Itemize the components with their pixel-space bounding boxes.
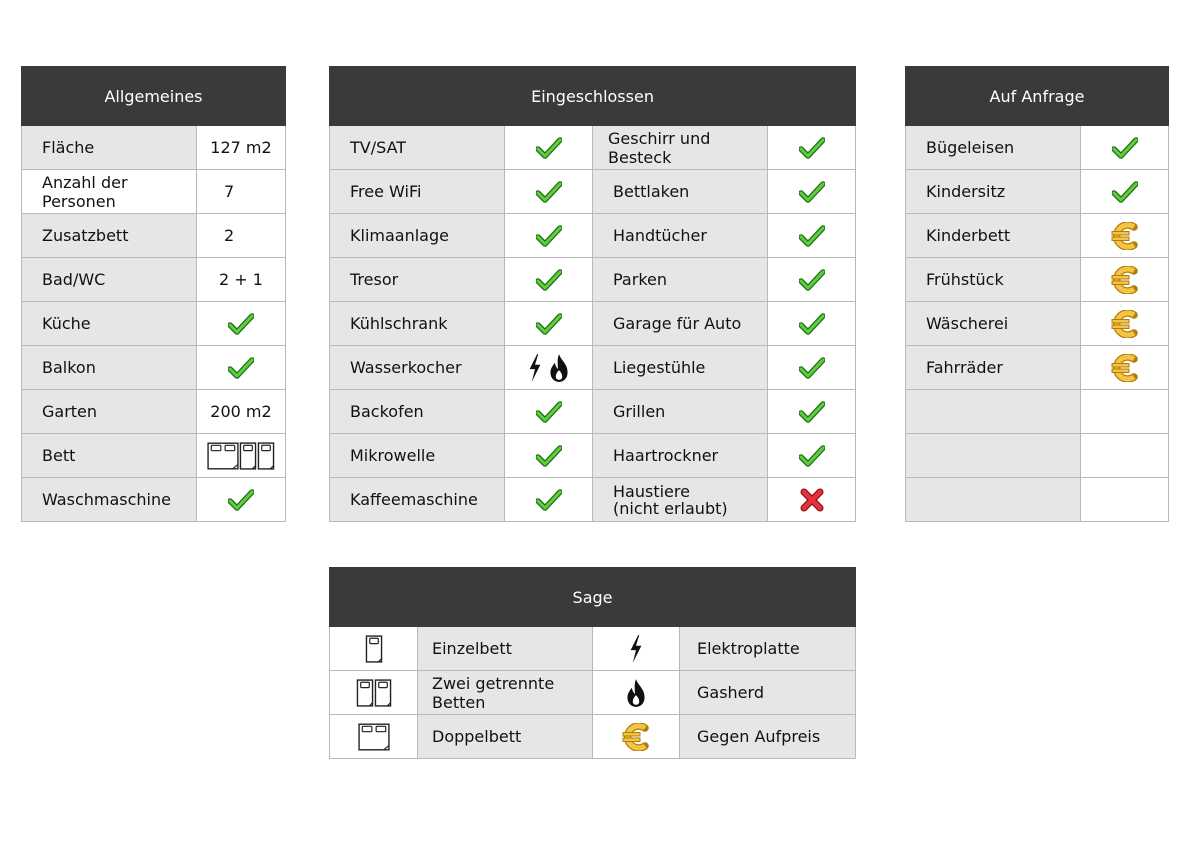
table-row [906, 258, 1169, 302]
row-value [197, 302, 286, 346]
row-value [768, 346, 856, 390]
table-row [330, 627, 856, 671]
check-icon [536, 445, 562, 467]
row-label: Elektroplatte [680, 627, 856, 671]
cross-icon [800, 488, 824, 512]
eingeschlossen-table [329, 66, 856, 522]
check-icon [228, 489, 254, 511]
row-label: Bad/WC [22, 258, 197, 302]
table-row [906, 170, 1169, 214]
row-label: Einzelbett [418, 627, 593, 671]
row-label-line1: Haustiere [613, 481, 690, 501]
row-label: Bügeleisen [906, 126, 1081, 170]
row-label: Gasherd [680, 671, 856, 715]
row-value: 127 m2 [197, 126, 286, 170]
allgemeines-table [21, 66, 286, 522]
row-label: Gegen Aufpreis [680, 715, 856, 759]
table-row [330, 390, 856, 434]
row-label: Kindersitz [906, 170, 1081, 214]
lightning-icon [628, 634, 644, 664]
sage-title: Sage [330, 568, 856, 627]
euro-icon [1111, 222, 1139, 250]
table-row [22, 390, 286, 434]
empty-cell [1081, 434, 1169, 478]
row-value [768, 258, 856, 302]
check-icon [536, 269, 562, 291]
check-icon [536, 313, 562, 335]
check-icon [799, 401, 825, 423]
table-row [906, 302, 1169, 346]
row-value [768, 214, 856, 258]
row-value [505, 390, 593, 434]
check-icon [536, 181, 562, 203]
legend-icon-cell [593, 715, 680, 759]
table-row-empty [906, 478, 1169, 522]
row-label: Grillen [593, 390, 768, 434]
euro-icon [1111, 354, 1139, 382]
euro-icon [622, 723, 650, 751]
row-label: Haartrockner [593, 434, 768, 478]
check-icon [799, 269, 825, 291]
flame-icon [625, 678, 647, 708]
row-label: Kinderbett [906, 214, 1081, 258]
row-value [1081, 258, 1169, 302]
row-value [768, 390, 856, 434]
check-icon [799, 357, 825, 379]
row-label: Fahrräder [906, 346, 1081, 390]
row-label: Kaffeemaschine [330, 478, 505, 522]
auf-anfrage-title: Auf Anfrage [906, 67, 1169, 126]
table-row [22, 170, 286, 214]
row-value [505, 434, 593, 478]
row-value [768, 170, 856, 214]
single-bed-icon [239, 442, 257, 470]
legend-icon-cell [330, 627, 418, 671]
table-row [330, 346, 856, 390]
row-label: Doppelbett [418, 715, 593, 759]
table-row [22, 478, 286, 522]
double-bed-icon [358, 723, 390, 751]
table-row [906, 126, 1169, 170]
empty-cell [1081, 478, 1169, 522]
table-row [330, 671, 856, 715]
row-value [505, 258, 593, 302]
row-label: Wäscherei [906, 302, 1081, 346]
euro-icon [1111, 310, 1139, 338]
table-row [330, 434, 856, 478]
empty-cell [1081, 390, 1169, 434]
single-bed-icon [356, 679, 374, 707]
row-value: 7 [197, 170, 286, 214]
check-icon [799, 225, 825, 247]
single-bed-icon [257, 442, 275, 470]
row-label: Parken [593, 258, 768, 302]
row-value [1081, 346, 1169, 390]
empty-cell [906, 478, 1081, 522]
row-label-line2: (nicht erlaubt) [613, 498, 728, 518]
row-label: Klimaanlage [330, 214, 505, 258]
table-row [22, 346, 286, 390]
row-label: Balkon [22, 346, 197, 390]
row-label: Free WiFi [330, 170, 505, 214]
row-value [505, 214, 593, 258]
euro-icon [1111, 266, 1139, 294]
row-value: 2 [197, 214, 286, 258]
row-value [1081, 170, 1169, 214]
row-value [768, 434, 856, 478]
flame-icon [548, 353, 570, 383]
row-value [1081, 126, 1169, 170]
row-value [505, 126, 593, 170]
eingeschlossen-title: Eingeschlossen [330, 67, 856, 126]
row-label: Liegestühle [593, 346, 768, 390]
table-row [22, 434, 286, 478]
check-icon [799, 137, 825, 159]
check-icon [228, 357, 254, 379]
sage-legend-table [329, 567, 856, 759]
row-value [505, 346, 593, 390]
row-value [505, 170, 593, 214]
row-value: 200 m2 [197, 390, 286, 434]
row-label: Backofen [330, 390, 505, 434]
table-row [330, 478, 856, 522]
row-label: TV/SAT [330, 126, 505, 170]
table-row-empty [906, 434, 1169, 478]
row-value [505, 478, 593, 522]
row-value [768, 126, 856, 170]
row-label: Bett [22, 434, 197, 478]
table-row [22, 302, 286, 346]
check-icon [536, 137, 562, 159]
table-row [906, 346, 1169, 390]
row-label [593, 478, 768, 522]
row-value [1081, 302, 1169, 346]
row-value [768, 302, 856, 346]
row-value [197, 346, 286, 390]
check-icon [536, 225, 562, 247]
row-value [505, 302, 593, 346]
row-label: Mikrowelle [330, 434, 505, 478]
table-row [906, 214, 1169, 258]
row-label: Handtücher [593, 214, 768, 258]
row-label: Küche [22, 302, 197, 346]
allgemeines-title: Allgemeines [22, 67, 286, 126]
row-value [197, 434, 286, 478]
auf-anfrage-table [905, 66, 1169, 522]
check-icon [536, 401, 562, 423]
legend-icon-cell [330, 671, 418, 715]
table-row [22, 214, 286, 258]
lightning-icon [527, 353, 543, 383]
check-icon [799, 313, 825, 335]
row-label: Waschmaschine [22, 478, 197, 522]
check-icon [536, 489, 562, 511]
table-row [330, 214, 856, 258]
row-label: Frühstück [906, 258, 1081, 302]
row-value [1081, 214, 1169, 258]
row-label: Garage für Auto [593, 302, 768, 346]
legend-icon-cell [593, 671, 680, 715]
row-label: Zwei getrennte Betten [418, 671, 593, 715]
row-value [768, 478, 856, 522]
row-label: Garten [22, 390, 197, 434]
row-label: Kühlschrank [330, 302, 505, 346]
row-label: Bettlaken [593, 170, 768, 214]
empty-cell [906, 434, 1081, 478]
legend-icon-cell [593, 627, 680, 671]
check-icon [228, 313, 254, 335]
legend-icon-cell [330, 715, 418, 759]
row-label: Wasserkocher [330, 346, 505, 390]
row-value [197, 478, 286, 522]
check-icon [799, 181, 825, 203]
row-label: Tresor [330, 258, 505, 302]
row-label: Zusatzbett [22, 214, 197, 258]
table-row [22, 258, 286, 302]
table-row [330, 170, 856, 214]
table-row [330, 715, 856, 759]
double-bed-icon [207, 442, 239, 470]
check-icon [1112, 181, 1138, 203]
check-icon [1112, 137, 1138, 159]
table-row-empty [906, 390, 1169, 434]
table-row [330, 302, 856, 346]
empty-cell [906, 390, 1081, 434]
table-row [330, 126, 856, 170]
check-icon [799, 445, 825, 467]
single-bed-icon [374, 679, 392, 707]
row-label: Geschirr und Besteck [593, 126, 768, 170]
table-row [22, 126, 286, 170]
row-label: Fläche [22, 126, 197, 170]
row-label: Anzahl der Personen [22, 170, 197, 214]
single-bed-icon [365, 635, 383, 663]
row-value: 2 + 1 [197, 258, 286, 302]
table-row [330, 258, 856, 302]
